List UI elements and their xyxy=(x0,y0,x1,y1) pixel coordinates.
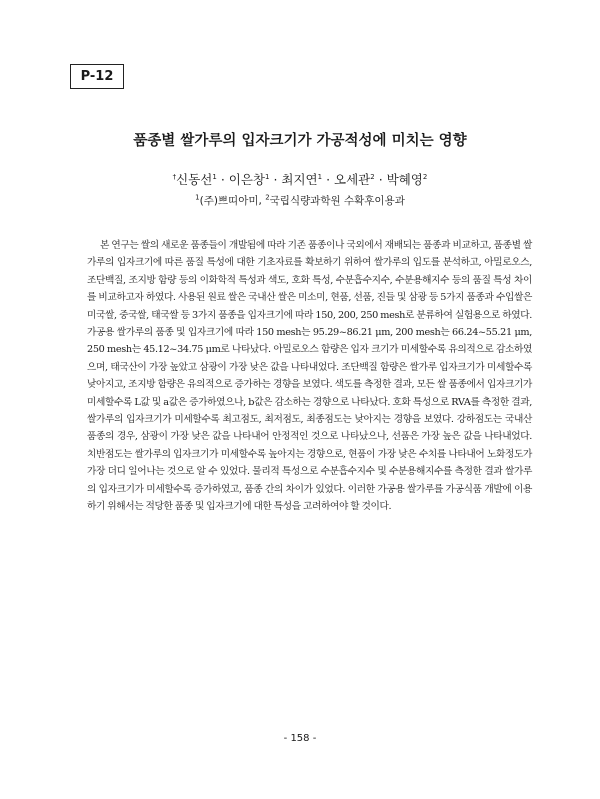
affiliation-mark: 1 xyxy=(317,172,323,181)
author-name: 최지연$^1$ xyxy=(281,172,323,187)
poster-id-badge: P-12 xyxy=(70,64,124,89)
author-separator: · xyxy=(216,172,229,187)
affiliation-mark: 2 xyxy=(422,172,428,181)
page-number: - 158 - xyxy=(283,733,317,744)
author-separator: · xyxy=(322,172,335,187)
affiliation-item: $^1$(주)쁘띠아미, xyxy=(195,193,266,207)
affiliation-item: $^2$국립식량과학원 수확후이용과 xyxy=(265,193,405,207)
author-separator: · xyxy=(269,172,282,187)
author-name: 이은창$^1$ xyxy=(228,172,270,187)
author-name: 오세관$^2$ xyxy=(334,172,375,187)
affiliation-mark: 1 xyxy=(212,172,217,181)
abstract-text: 본 연구는 쌀의 새로운 품종들이 개발됨에 따라 기존 품종이나 국외에서 재배되는 품종과 비교하고, 품종별 쌀가루의 입자크기에 따른 품질 특성에 대한 기초자료를 확보하기 위하여 쌀가루의 입도를 분석하고, 아밀로오스, 조단백질, 조지방 함량 등의 이화학적 특성과 색도, 호화 특성, 수분흡수지수, 수분용해지수 등의 품질 특성 차이를 비교하고자 하였다. 사용된 원료 쌀은 국내산 쌀은 미소미, 현품, 선품, 진들 및 삼광 등 5가지 품종과 수입쌀은 미국쌀, 중국쌀, 태국쌀 등 3가지 품종을 입자크기에 따라 150, 200, 250 mesh로 분류하여 실험용으로 하였다. 가공용 쌀가루의 품종 및 입자크기에 따라 150 mesh는 95.29~86.21 μm, 200 mesh는 66.24~55.21 μm, 250 mesh는 45.12~34.75 μm로 나타났다. 아밀로오스 함량은 입자 크기가 미세할수록 유의적으로 감소하였으며, 태국산이 가장 높았고 삼광이 가장 낮은 값을 나타내었다. 조단백질 함량은 쌀가루 입자크기가 미세할수록 낮아지고, 조지방 함량은 유의적으로 증가하는 경향을 보였다. 색도를 측정한 결과, 모든 쌀 품종에서 입자크기가 미세할수록 L값 및 a값은 증가하였으나, b값은 감소하는 경향으로 나타났다. 호화 특성으로 RVA를 측정한 결과, 쌀가루의 입자크기가 미세할수록 최고점도, 최저점도, 최종점도는 낮아지는 경향을 보였다. 강하점도는 국내산 품종의 경우, 삼광이 가장 낮은 값을 나타내어 안정적인 것으로 나타났으나, 선품은 가장 높은 값을 나타내었다. 치반점도는 쌀가루의 입자크기가 미세할수록 높아지는 경향으로, 현품이 가장 낮은 수치를 나타내어 노화정도가 가장 더디 일어나는 것으로 알 수 있었다. 물리적 특성으로 수분흡수지수 및 수분용해지수를 측정한 결과 쌀가루의 입자크기가 미세할수록 증가하였고, 품종 간의 차이가 있었다. 이러한 가공용 쌀가루를 가공식품 개발에 이용하기 위해서는 적당한 품종 및 입자크기에 대한 특성을 고려하여야 할 것이다. xyxy=(87,240,532,513)
affiliation-mark: 1 xyxy=(265,172,270,181)
affiliation-mark: 2 xyxy=(370,172,375,181)
author-name: †신동선$^1$ xyxy=(172,172,217,187)
paper-title: 품종별 쌀가루의 입자크기가 가공적성에 미치는 영향 xyxy=(133,133,467,149)
author-name: 박혜영$^2$ xyxy=(386,172,428,187)
author-list xyxy=(0,170,600,188)
affiliations xyxy=(0,193,600,208)
corresponding-author-mark: † xyxy=(172,172,177,181)
author-separator: · xyxy=(374,172,387,187)
